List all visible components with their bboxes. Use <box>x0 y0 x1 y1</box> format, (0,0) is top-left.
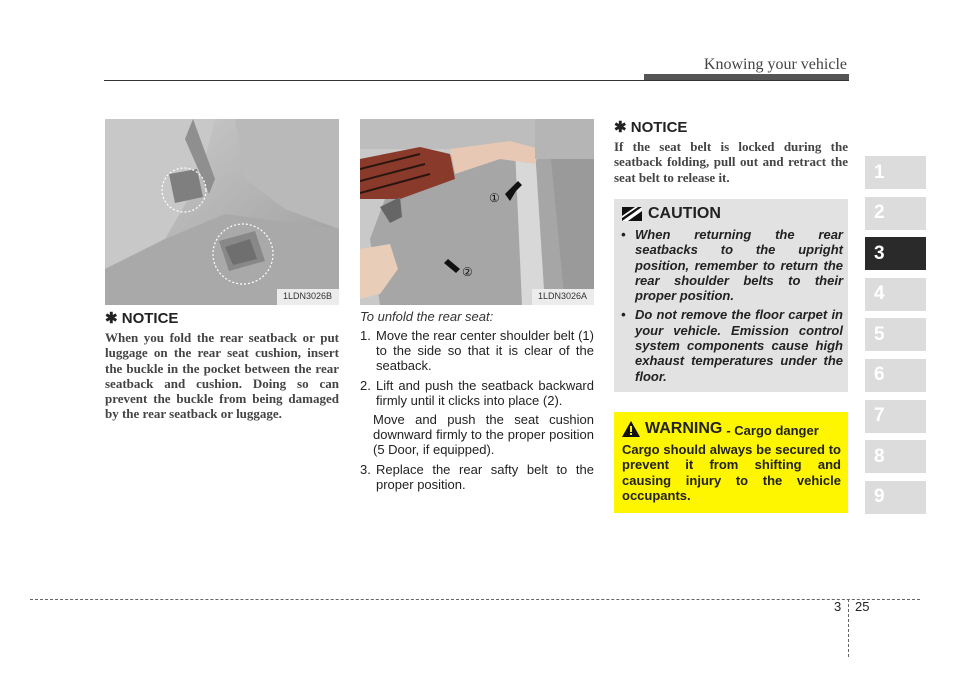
caution-heading <box>622 205 721 223</box>
step-item <box>360 328 594 374</box>
bullet-icon: • <box>621 227 626 242</box>
footer-divider <box>848 599 849 657</box>
footer-rule <box>30 599 920 600</box>
caution-box <box>614 199 848 392</box>
caution-item <box>621 307 843 383</box>
warning-heading <box>622 420 819 438</box>
step-text: Replace the rear safty belt to the proper position. <box>376 461 594 492</box>
caution-icon <box>622 207 642 221</box>
chapter-tab-4[interactable]: 4 <box>865 278 926 311</box>
warning-box <box>614 412 848 513</box>
caution-item <box>621 227 843 303</box>
notice-heading <box>105 309 178 327</box>
step-item <box>360 378 594 408</box>
step-item <box>360 462 594 492</box>
chapter-tab-5[interactable]: 5 <box>865 318 926 351</box>
chapter-tab-1[interactable]: 1 <box>865 156 926 189</box>
seat-buckle-photo <box>105 119 339 305</box>
caution-list <box>621 227 843 388</box>
section-title: Knowing your vehicle <box>703 56 847 73</box>
seatback-unfold-photo <box>360 119 594 305</box>
unfold-steps <box>360 328 594 496</box>
bullet-icon: • <box>621 307 626 323</box>
notice-text: If the seat belt is locked during the seatback folding, pull out and retract the seat belt to release it. <box>614 139 848 185</box>
callout-2: ② <box>462 265 473 279</box>
unfold-subhead: To unfold the rear seat: <box>360 309 494 324</box>
step-item <box>360 412 594 458</box>
warning-triangle-icon <box>622 421 640 437</box>
header-rule <box>104 80 849 81</box>
notice-title: NOTICE <box>630 119 688 136</box>
warning-title: WARNING <box>645 420 723 437</box>
page-number: 25 <box>855 599 870 614</box>
image-code: 1LDN3026B <box>283 291 333 301</box>
caution-title: CAUTION <box>648 205 721 222</box>
notice-heading <box>614 118 687 136</box>
chapter-tab-8[interactable]: 8 <box>865 440 926 473</box>
chapter-tab-9[interactable]: 9 <box>865 481 926 514</box>
footer-chapter: 3 <box>834 599 842 614</box>
chapter-tabs <box>865 156 926 521</box>
chapter-tab-7[interactable]: 7 <box>865 400 926 433</box>
image-code: 1LDN3026A <box>538 291 588 301</box>
caution-item-text: Do not remove the floor carpet in your vehicle. Emission control system components cause high exhaust temperatures under the floor. <box>635 307 843 384</box>
warning-text: Cargo should always be secured to prevent it from shifting and causing injury to the vehicle occupants. <box>622 442 841 503</box>
callout-1: ① <box>489 191 500 205</box>
caution-item-text: When returning the rear seatbacks to the upright position, remember to return the rear shoulder belts to their proper position. <box>635 227 843 304</box>
step-text: Move and push the seat cushion downward firmly to the proper position (5 Door, if equipped). <box>373 412 594 458</box>
step-number: 2. <box>360 377 371 393</box>
warning-subtitle: - Cargo danger <box>726 422 819 438</box>
step-text: Lift and push the seatback backward firmly until it clicks into place (2). <box>376 377 594 408</box>
step-text: Move the rear center shoulder belt (1) to the side so that it is clear of the seatback. <box>376 328 594 374</box>
asterisk-icon: ✱ <box>614 119 627 136</box>
notice-text: When you fold the rear seatback or put luggage on the rear seat cushion, insert the buckle in the pocket between the rear seatback and cushion. Doing so can prevent the buckle from being damaged by the rear seatback or luggage. <box>105 330 339 422</box>
step-number: 3. <box>360 461 371 477</box>
chapter-tab-2[interactable]: 2 <box>865 197 926 230</box>
chapter-tab-6[interactable]: 6 <box>865 359 926 392</box>
asterisk-icon: ✱ <box>105 310 118 327</box>
chapter-tab-3[interactable]: 3 <box>865 237 926 270</box>
notice-title: NOTICE <box>121 310 179 327</box>
step-number: 1. <box>360 328 371 343</box>
